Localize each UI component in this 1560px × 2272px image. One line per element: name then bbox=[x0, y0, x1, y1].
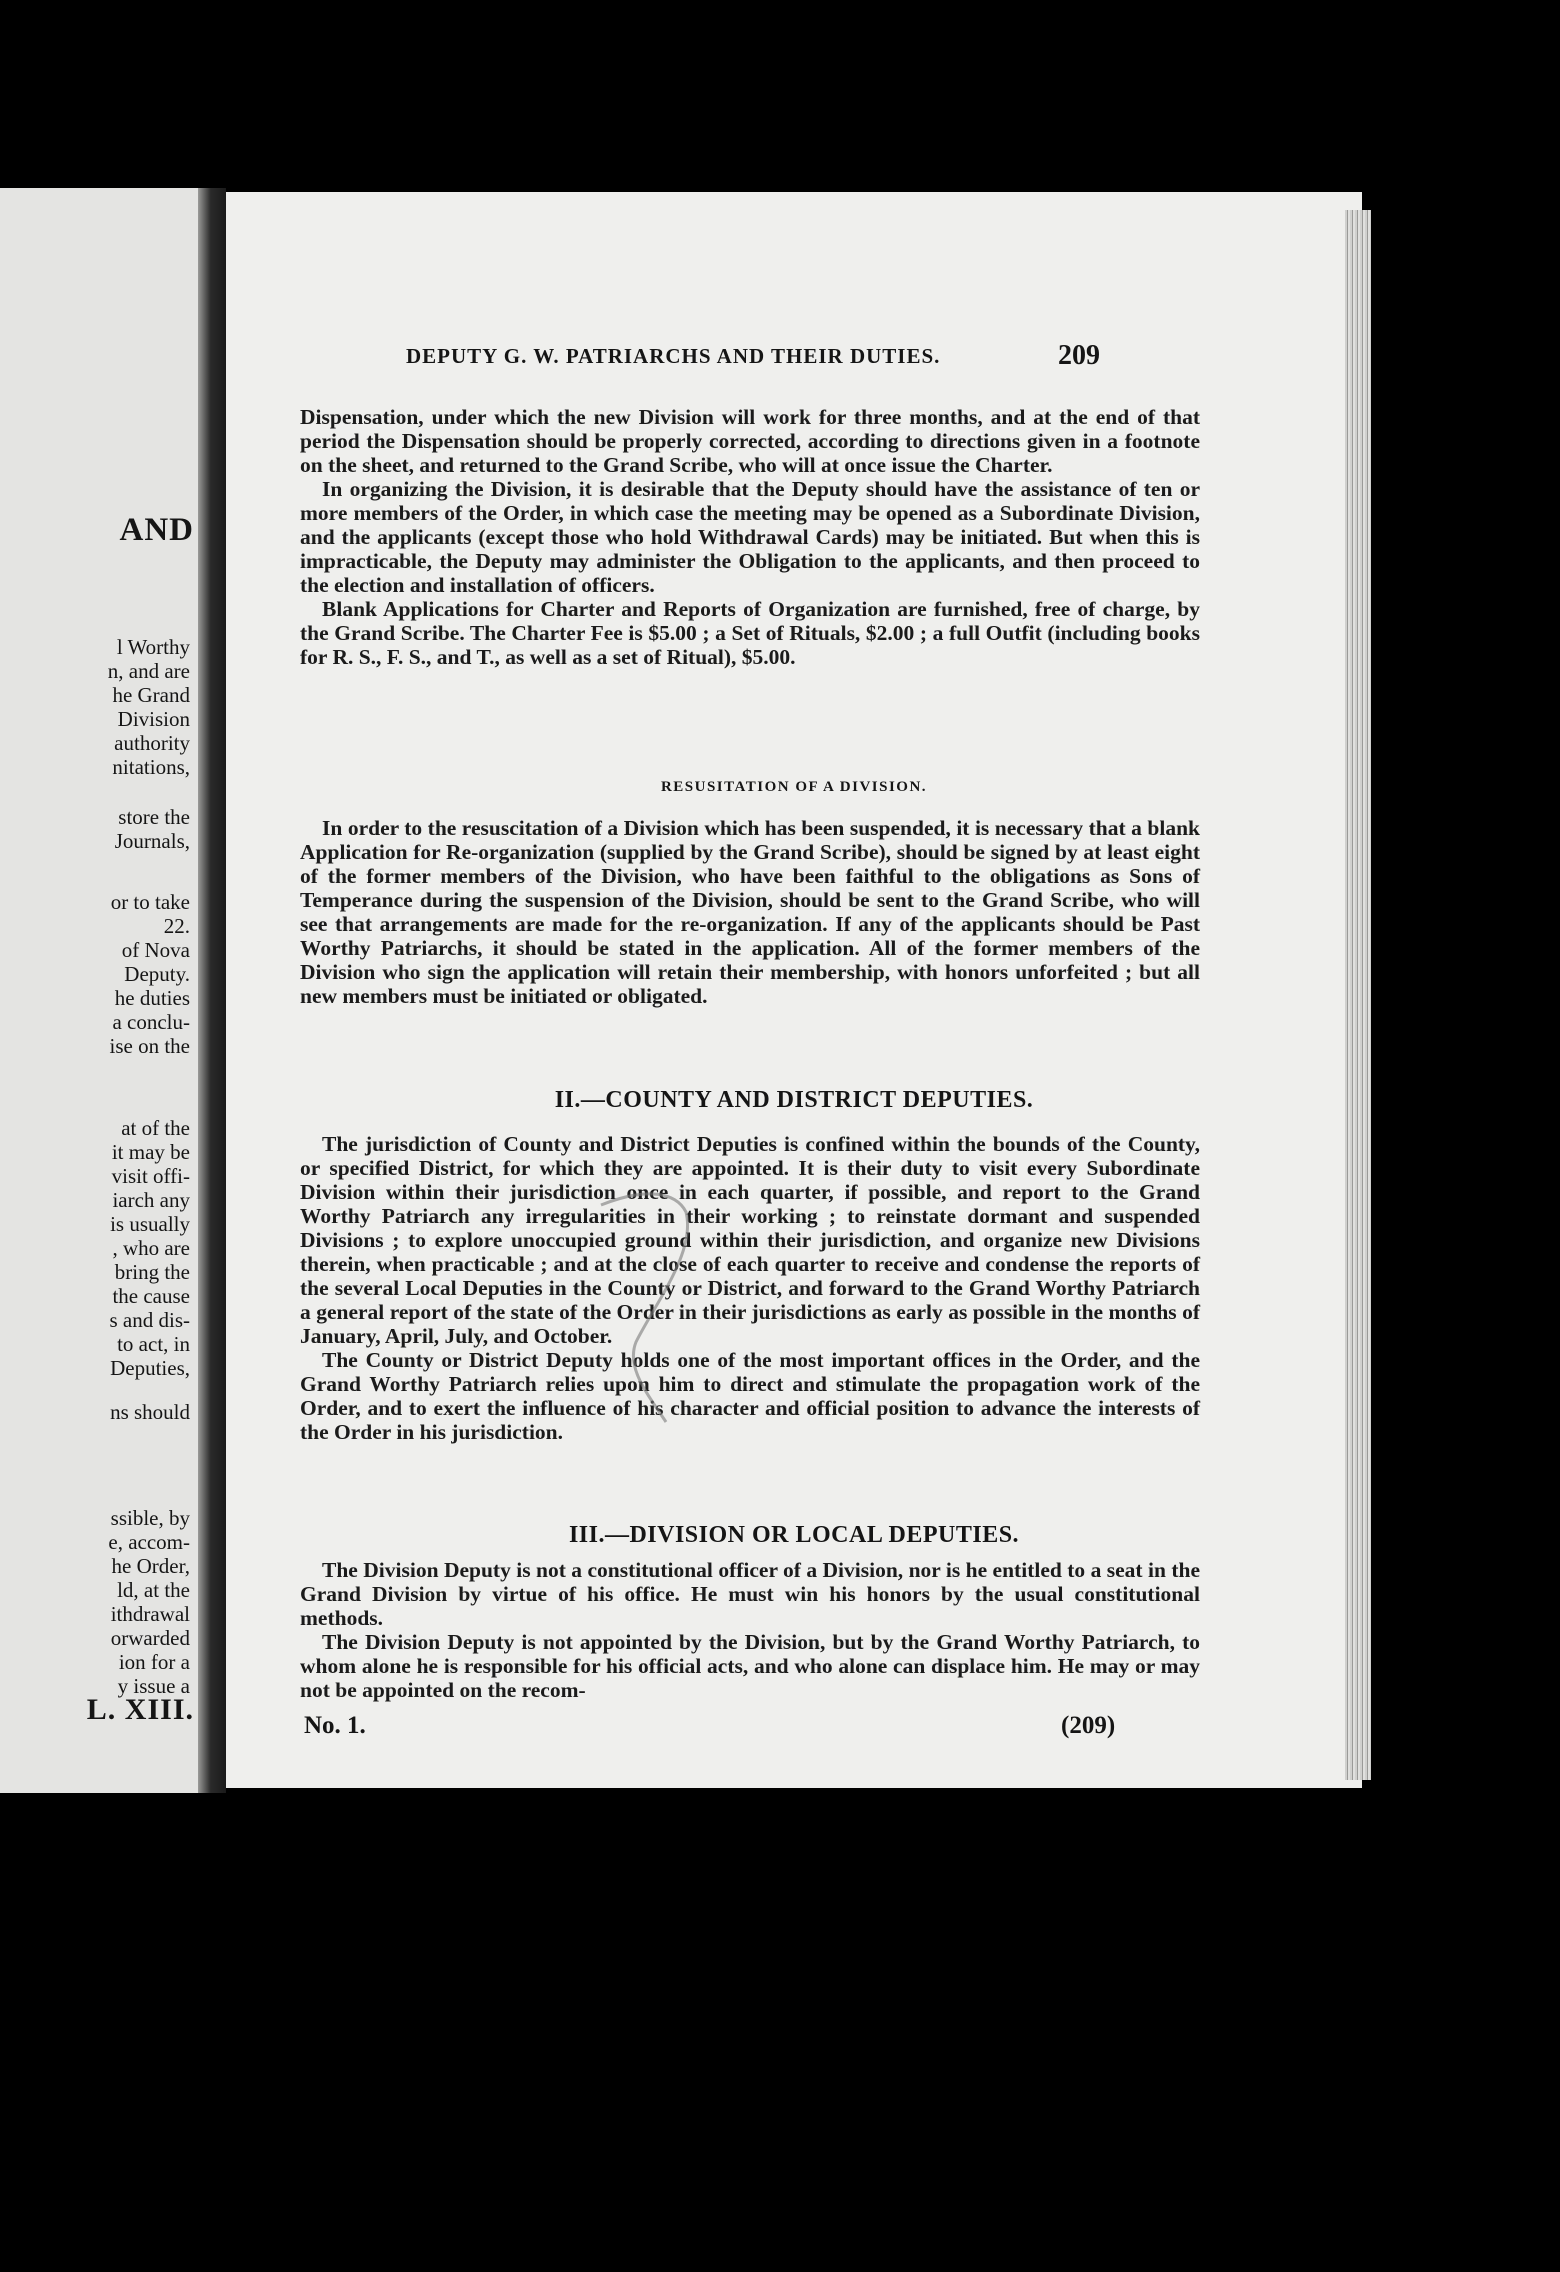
paragraph-division-deputy-officer: The Division Deputy is not a constitutional officer of a Division, nor is he entitled to a seat in the Grand Division by virtue of his office. He must win his honors by the usual constitutional methods. bbox=[300, 1558, 1200, 1630]
left-page-text-line: e, accom- bbox=[108, 1530, 190, 1554]
pencil-mark bbox=[226, 192, 1362, 1788]
left-page-text-line: orwarded bbox=[110, 1626, 190, 1650]
left-volume-fragment: L. XIII. bbox=[86, 1693, 194, 1726]
left-page-text-line: l Worthy bbox=[116, 635, 190, 659]
paragraph-jurisdiction: The jurisdiction of County and District Deputies is confined within the bounds of the County, or specified District, for which they are appointed. It is their duty to visit every Subordinate Division within their jurisdiction once in each quarter, if possible, and report to the Grand Worthy Patriarch any irregularities in their working ; to reinstate dormant and suspended Divisions ; to explore unoccupied ground within their jurisdiction, and organize new Divisions therein, when practicable ; and at the close of each quarter to receive and condense the reports of the several Local Deputies in the County or District, and forward to the Grand Worthy Patriarch a general report of the state of the Order in their jurisdictions as early as possible in the months of January, April, July, and October. bbox=[300, 1132, 1200, 1348]
left-page-text-line: , who are bbox=[112, 1236, 190, 1260]
left-page-text-line: ithdrawal bbox=[110, 1602, 190, 1626]
left-page-text-line: bring the bbox=[114, 1260, 190, 1284]
left-page-text-line: he duties bbox=[114, 986, 190, 1010]
footer-signature-number: No. 1. bbox=[304, 1712, 366, 1739]
left-page-text-line: to act, in bbox=[117, 1332, 190, 1356]
subheading-resusitation: RESUSITATION OF A DIVISION. bbox=[660, 779, 928, 795]
left-page-text-line: ld, at the bbox=[117, 1578, 190, 1602]
paragraph-resusitation: In order to the resuscitation of a Division which has been suspended, it is necessary that a blank Application for Re-organization (supplied by the Grand Scribe), should be signed by at least eight of the former members of the Division, who have been faithful to the obligations as Sons of Temperance during the suspension of the Division, should be sent to the Grand Scribe, who will see that arrangements are made for the re-organization. If any of the applicants should be Past Worthy Patriarchs, it should be stated in the application. All of the former members of the Division who sign the application will retain their membership, with honors unforfeited ; but all new members must be initiated or obligated. bbox=[300, 816, 1200, 1008]
left-page-text-line: iarch any bbox=[112, 1188, 190, 1212]
section-title-division-local: III.—DIVISION OR LOCAL DEPUTIES. bbox=[568, 1522, 1020, 1548]
left-page-text-line: ns should bbox=[110, 1400, 190, 1424]
left-page-text-line: ssible, by bbox=[110, 1506, 190, 1530]
book-gutter bbox=[198, 188, 226, 1793]
paragraph-dispensation: Dispensation, under which the new Division will work for three months, and at the end of that period the Dispensation should be properly corrected, according to directions given in a footnote on the sheet, and returned to the Grand Scribe, who will at once issue the Charter. bbox=[300, 405, 1200, 477]
left-page-text-line: Deputy. bbox=[124, 962, 190, 986]
paragraph-county-deputy-office: The County or District Deputy holds one of the most important offices in the Order, and the Grand Worthy Patriarch relies upon him to direct and stimulate the propagation work of the Order, and to exert the influence of his character and official position to advance the interests of the Order in his jurisdiction. bbox=[300, 1348, 1200, 1444]
left-page bbox=[0, 188, 198, 1793]
left-page-text-line: or to take bbox=[110, 890, 190, 914]
left-page-text-line: it may be bbox=[111, 1140, 190, 1164]
footer-page-number: (209) bbox=[1061, 1712, 1116, 1739]
right-page bbox=[226, 192, 1362, 1788]
left-page-text-line: the cause bbox=[112, 1284, 190, 1308]
left-page-text-line: ion for a bbox=[118, 1650, 190, 1674]
section-title-county-district: II.—COUNTY AND DISTRICT DEPUTIES. bbox=[554, 1087, 1034, 1113]
left-page-text-line: s and dis- bbox=[109, 1308, 190, 1332]
left-page-text-line: nitations, bbox=[112, 755, 190, 779]
left-page-text-line: store the bbox=[118, 805, 190, 829]
left-page-text-line: n, and are bbox=[107, 659, 190, 683]
paragraph-blank-applications: Blank Applications for Charter and Reports of Organization are furnished, free of charge, by the Grand Scribe. The Charter Fee is $5.00 ; a Set of Rituals, $2.00 ; a full Outfit (including books for R. S., F. S., and T., as well as a set of Ritual), $5.00. bbox=[300, 597, 1200, 669]
left-page-text-line: Journals, bbox=[114, 829, 190, 853]
left-heading-fragment: AND bbox=[119, 512, 194, 548]
left-page-text-line: at of the bbox=[121, 1116, 190, 1140]
left-page-text-line: a conclu- bbox=[112, 1010, 190, 1034]
left-page-text-line: he Order, bbox=[111, 1554, 190, 1578]
running-header: DEPUTY G. W. PATRIARCHS AND THEIR DUTIES. bbox=[406, 344, 941, 368]
left-page-text-line: y issue a bbox=[117, 1674, 190, 1698]
page-edge bbox=[1345, 210, 1371, 1780]
left-page-text-line: he Grand bbox=[112, 683, 190, 707]
left-page-text-line: is usually bbox=[110, 1212, 190, 1236]
left-page-text-line: Deputies, bbox=[110, 1356, 190, 1380]
paragraph-division-deputy-appointment: The Division Deputy is not appointed by the Division, but by the Grand Worthy Patriarch, to whom alone he is responsible for his official acts, and who alone can displace him. He may or may not be appointed on the recom- bbox=[300, 1630, 1200, 1702]
left-page-text-line: ise on the bbox=[109, 1034, 190, 1058]
paragraph-organizing: In organizing the Division, it is desirable that the Deputy should have the assistance of ten or more members of the Order, in which case the meeting may be opened as a Subordinate Division, and the applicants (except those who hold Withdrawal Cards) may be initiated. But when this is impracticable, the Deputy may administer the Obligation to the applicants, and then proceed to the election and installation of officers. bbox=[300, 477, 1200, 597]
page-number: 209 bbox=[1058, 340, 1100, 371]
left-page-text-line: visit offi- bbox=[111, 1164, 190, 1188]
left-page-text-line: 22. bbox=[163, 914, 190, 938]
left-page-text-line: authority bbox=[114, 731, 190, 755]
left-page-text-line: of Nova bbox=[121, 938, 190, 962]
left-page-text-line: Division bbox=[117, 707, 190, 731]
